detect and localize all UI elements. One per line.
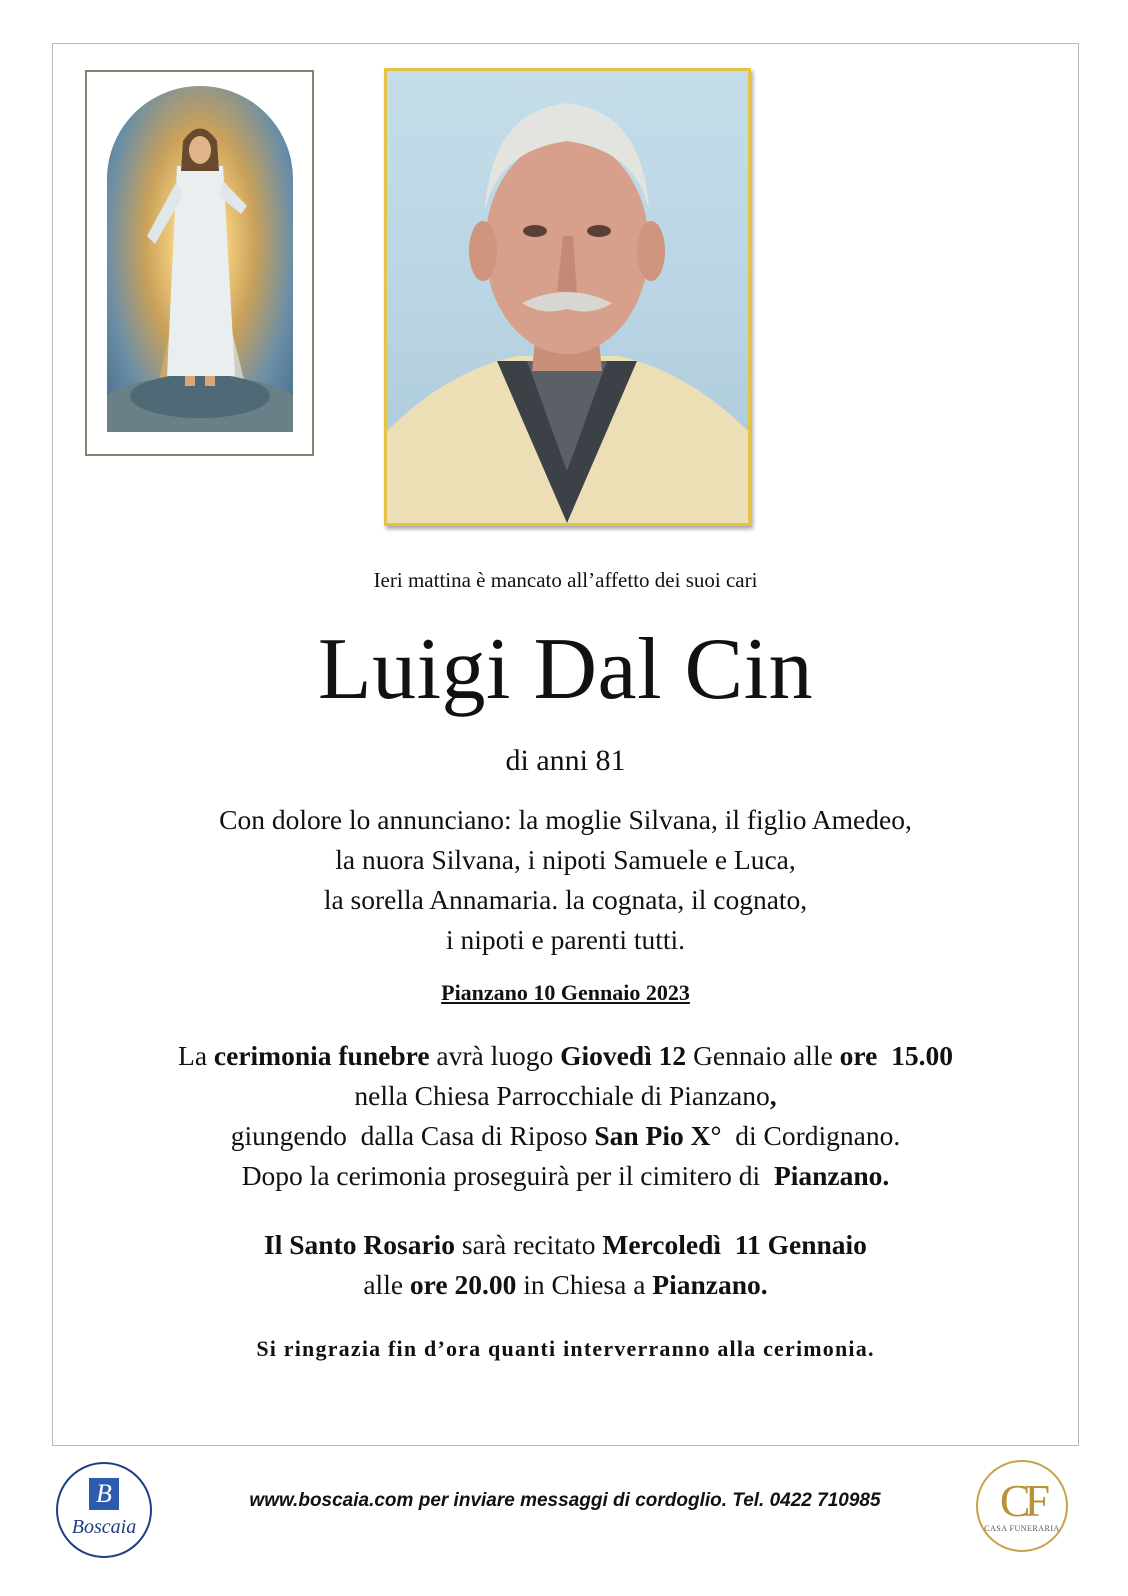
announcement-line: i nipoti e parenti tutti. [445, 924, 686, 955]
ceremony-type: cerimonia funebre [213, 1040, 430, 1071]
boscaia-logo-word: Boscaia [71, 1516, 137, 1538]
deceased-age: di anni 81 [505, 744, 626, 777]
rosary-title: Il Santo Rosario [264, 1229, 456, 1260]
ceremony-text: di Cordignano. [721, 1120, 901, 1151]
announcement-line: la sorella Annamaria. la cognata, il cognato, [323, 884, 808, 915]
intro-text: Ieri mattina è mancato all’affetto dei suoi cari [373, 568, 758, 592]
ceremony-line [52, 1036, 1079, 1076]
rosary-line [52, 1225, 1079, 1265]
rosary-text: alle [363, 1269, 410, 1300]
ceremony-line [52, 1076, 1079, 1116]
ceremony-comma: , [769, 1080, 777, 1111]
boscaia-logo [56, 1462, 152, 1558]
place-date: Pianzano 10 Gennaio 2023 [441, 980, 690, 1005]
ceremony-time: ore 15.00 [839, 1040, 953, 1071]
cemetery-place: Pianzano. [773, 1160, 890, 1191]
ceremony-text: giungendo dalla Casa di Riposo [230, 1120, 595, 1151]
ceremony-info [52, 1036, 1079, 1196]
footer-contact-text[interactable]: www.boscaia.com per inviare messaggi di cordoglio. Tel. 0422 710985 [249, 1490, 881, 1511]
ceremony-line [52, 1156, 1079, 1196]
rosary-text: in Chiesa a [516, 1269, 653, 1300]
jesus-image [107, 86, 293, 432]
announcement [52, 800, 1079, 960]
ceremony-text: Gennaio alle [686, 1040, 840, 1071]
deceased-portrait [384, 68, 751, 526]
rosary-place: Pianzano. [652, 1269, 768, 1300]
announcement-line: la nuora Silvana, i nipoti Samuele e Luca, [335, 844, 796, 875]
announcement-line: Con dolore lo annunciano: la moglie Silvana, il figlio Amedeo, [219, 804, 912, 835]
rosary-time: ore 20.00 [409, 1269, 517, 1300]
cf-logo-word: CASA FUNERARIA [984, 1524, 1060, 1533]
ceremony-line [52, 1116, 1079, 1156]
religious-image [85, 70, 314, 456]
ceremony-text: Dopo la cerimonia proseguirà per il cimitero di [241, 1160, 774, 1191]
casa-funeraria-logo [976, 1460, 1068, 1552]
rosary-date: Mercoledì 11 Gennaio [602, 1229, 867, 1260]
cf-logo-mark: CF [999, 1475, 1045, 1526]
ceremony-date: Giovedì 12 [560, 1040, 687, 1071]
rosary-line [52, 1265, 1079, 1305]
ceremony-origin: San Pio X° [594, 1120, 722, 1151]
rosary-text: sarà recitato [455, 1229, 603, 1260]
ceremony-text: avrà luogo [429, 1040, 561, 1071]
deceased-name: Luigi Dal Cin [317, 621, 814, 718]
ceremony-text: La [178, 1040, 214, 1071]
thanks-text: Si ringrazia fin d’ora quanti interverranno alla cerimonia. [256, 1336, 875, 1361]
ceremony-church: nella Chiesa Parrocchiale di Pianzano [354, 1080, 770, 1111]
rosary-info [52, 1225, 1079, 1305]
boscaia-logo-initial: B [89, 1478, 119, 1510]
